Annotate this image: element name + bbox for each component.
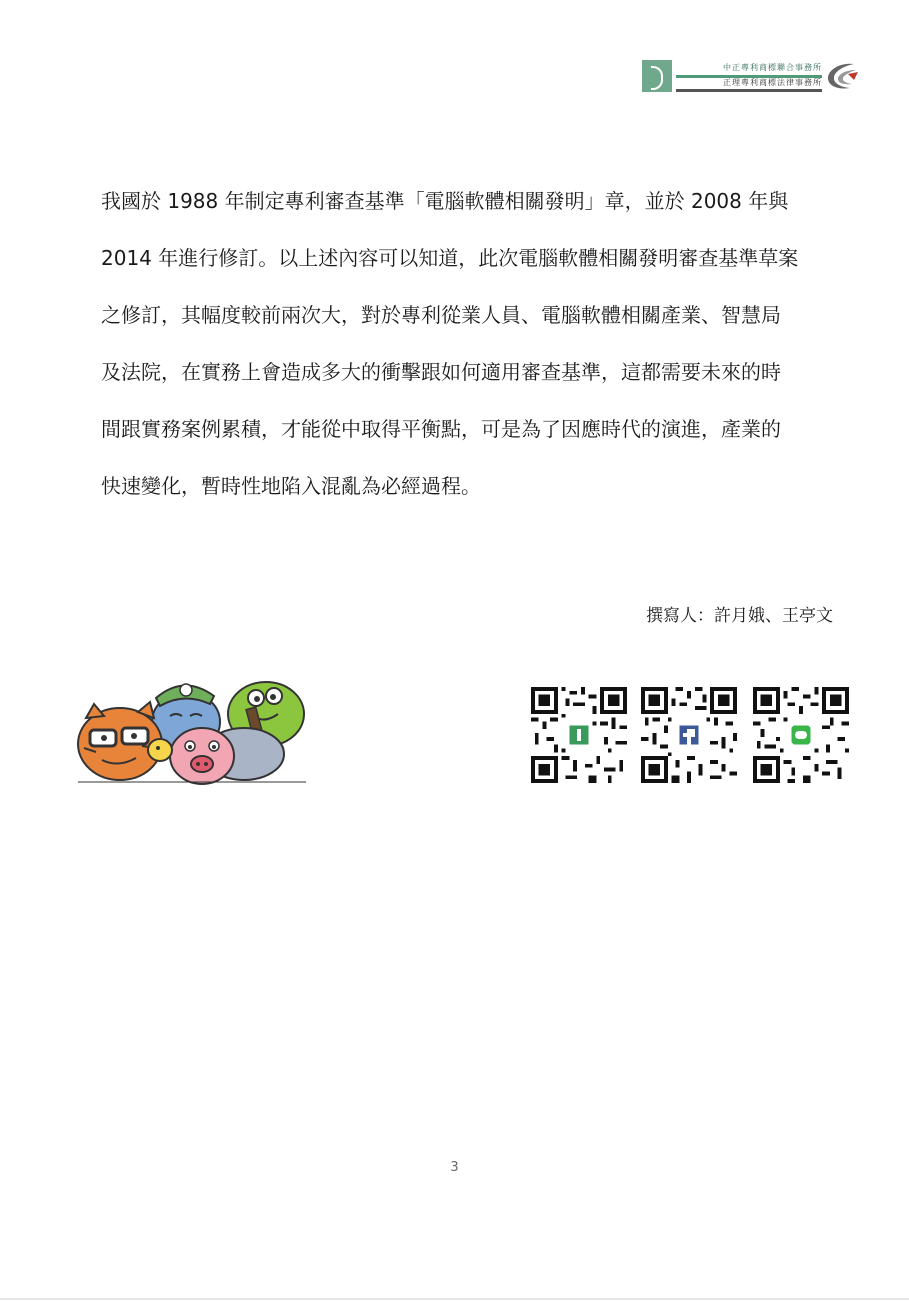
paragraph-line: 我國於 1988 年制定專利審查基準「電腦軟體相關發明」章，並於 2008 年與 (101, 189, 789, 213)
paragraph-line: 之修訂，其幅度較前兩次大，對於專利從業人員、電腦軟體相關產業、智慧局 (101, 303, 781, 327)
page-number: 3 (450, 1160, 459, 1175)
page-bottom-divider (0, 1298, 909, 1300)
paragraph-line: 快速變化，暫時性地陷入混亂為必經過程。 (101, 474, 481, 498)
paragraph-line: 2014 年進行修訂。以上述內容可以知道，此次電腦軟體相關發明審查基準草案 (101, 246, 799, 270)
author-line: 撰寫人：許月娥、王亭文 (646, 606, 833, 626)
firm-logo (642, 60, 858, 94)
qr-code-line[interactable] (753, 687, 849, 783)
qr-code-facebook[interactable] (641, 687, 737, 783)
logo-swoosh-icon (824, 60, 858, 92)
logo-text-top: 中正專利商標聯合事務所 (723, 63, 822, 72)
paragraph-line: 及法院，在實務上會造成多大的衝擊跟如何適用審查基準，這都需要未來的時 (101, 360, 781, 384)
body-paragraph (101, 173, 861, 515)
paragraph-line: 間跟實務案例累積，才能從中取得平衡點，可是為了因應時代的演進，產業的 (101, 417, 781, 441)
logo-mark-icon (642, 60, 672, 92)
logo-text-bottom: 正理專利商標法律事務所 (723, 78, 822, 87)
qr-code-firm[interactable] (531, 687, 627, 783)
mascots-illustration (74, 668, 312, 786)
logo-band (676, 89, 822, 92)
